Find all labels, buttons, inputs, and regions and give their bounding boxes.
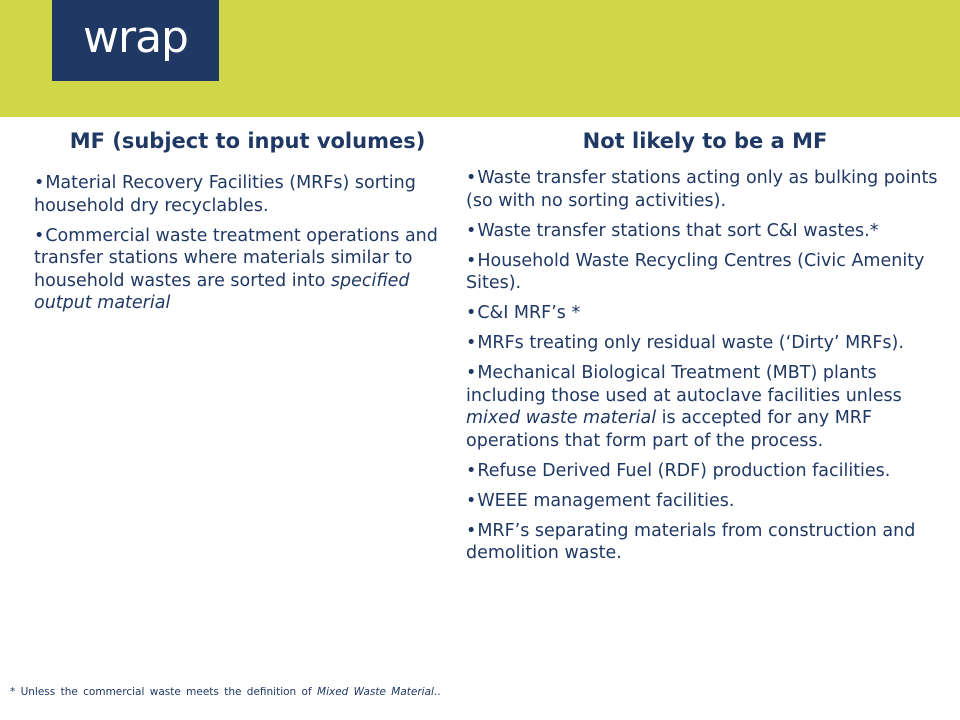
right-column-heading: Not likely to be a MF: [582, 129, 828, 153]
bullet-text: MRF’s separating materials from construction and demolition waste.: [466, 520, 916, 563]
logo-text: wrap: [83, 12, 188, 63]
bullet-item: [466, 250, 950, 295]
bullet-item: [466, 460, 950, 483]
bullet-icon: •: [34, 225, 45, 246]
bullet-text: Refuse Derived Fuel (RDF) production facilities.: [477, 460, 891, 481]
bullet-italic-text: specified output material: [34, 270, 410, 313]
bullet-item: [466, 490, 950, 513]
bullet-text: Waste transfer stations that sort C&I wastes.*: [477, 220, 879, 241]
footnote-italic-term: Mixed Waste Material: [317, 686, 434, 698]
mf-bullet-list: [34, 172, 454, 322]
bullet-text: Mechanical Biological Treatment (MBT) plants including those used at autoclave facilities unless: [466, 363, 902, 406]
bullet-text: is accepted for any MRF operations that form part of the process.: [466, 408, 873, 451]
bullet-item: [466, 167, 950, 212]
wrap-logo: [52, 0, 219, 81]
bullet-icon: •: [466, 250, 477, 271]
bullet-icon: •: [466, 333, 477, 353]
bullet-text: Commercial waste treatment operations and transfer stations where materials similar to household wastes are sorted into: [34, 225, 438, 291]
bullet-icon: •: [466, 363, 477, 383]
bullet-text: C&I MRF’s *: [477, 303, 581, 323]
bullet-icon: •: [466, 168, 477, 188]
bullet-item: [466, 520, 950, 565]
bullet-item: [466, 220, 950, 243]
bullet-icon: •: [466, 490, 477, 511]
left-column-heading: MF (subject to input volumes): [69, 129, 426, 153]
bullet-item: [466, 362, 950, 452]
bullet-icon: •: [466, 460, 477, 481]
bullet-text: MRFs treating only residual waste (‘Dirty’ MRFs).: [477, 333, 904, 353]
bullet-item: [34, 225, 454, 315]
footnote-end: ..: [433, 686, 441, 698]
bullet-icon: •: [466, 303, 477, 323]
bullet-text: Material Recovery Facilities (MRFs) sorting household dry recyclables.: [34, 173, 416, 216]
bullet-text: Household Waste Recycling Centres (Civic Amenity Sites).: [466, 250, 925, 293]
bullet-icon: •: [466, 220, 477, 241]
bullet-item: [466, 332, 950, 355]
bullet-text: Waste transfer stations acting only as bulking points (so with no sorting activities).: [466, 168, 938, 211]
bullet-item: [34, 172, 454, 217]
header-band: [0, 0, 960, 117]
bullet-italic-text: mixed waste material: [466, 408, 657, 428]
not-mf-bullet-list: [466, 167, 950, 572]
bullet-icon: •: [34, 173, 45, 193]
bullet-icon: •: [466, 520, 477, 541]
bullet-text: WEEE management facilities.: [477, 490, 735, 511]
footnote: [10, 685, 441, 699]
bullet-item: [466, 302, 950, 325]
footnote-text: * Unless the commercial waste meets the definition of: [10, 686, 318, 698]
